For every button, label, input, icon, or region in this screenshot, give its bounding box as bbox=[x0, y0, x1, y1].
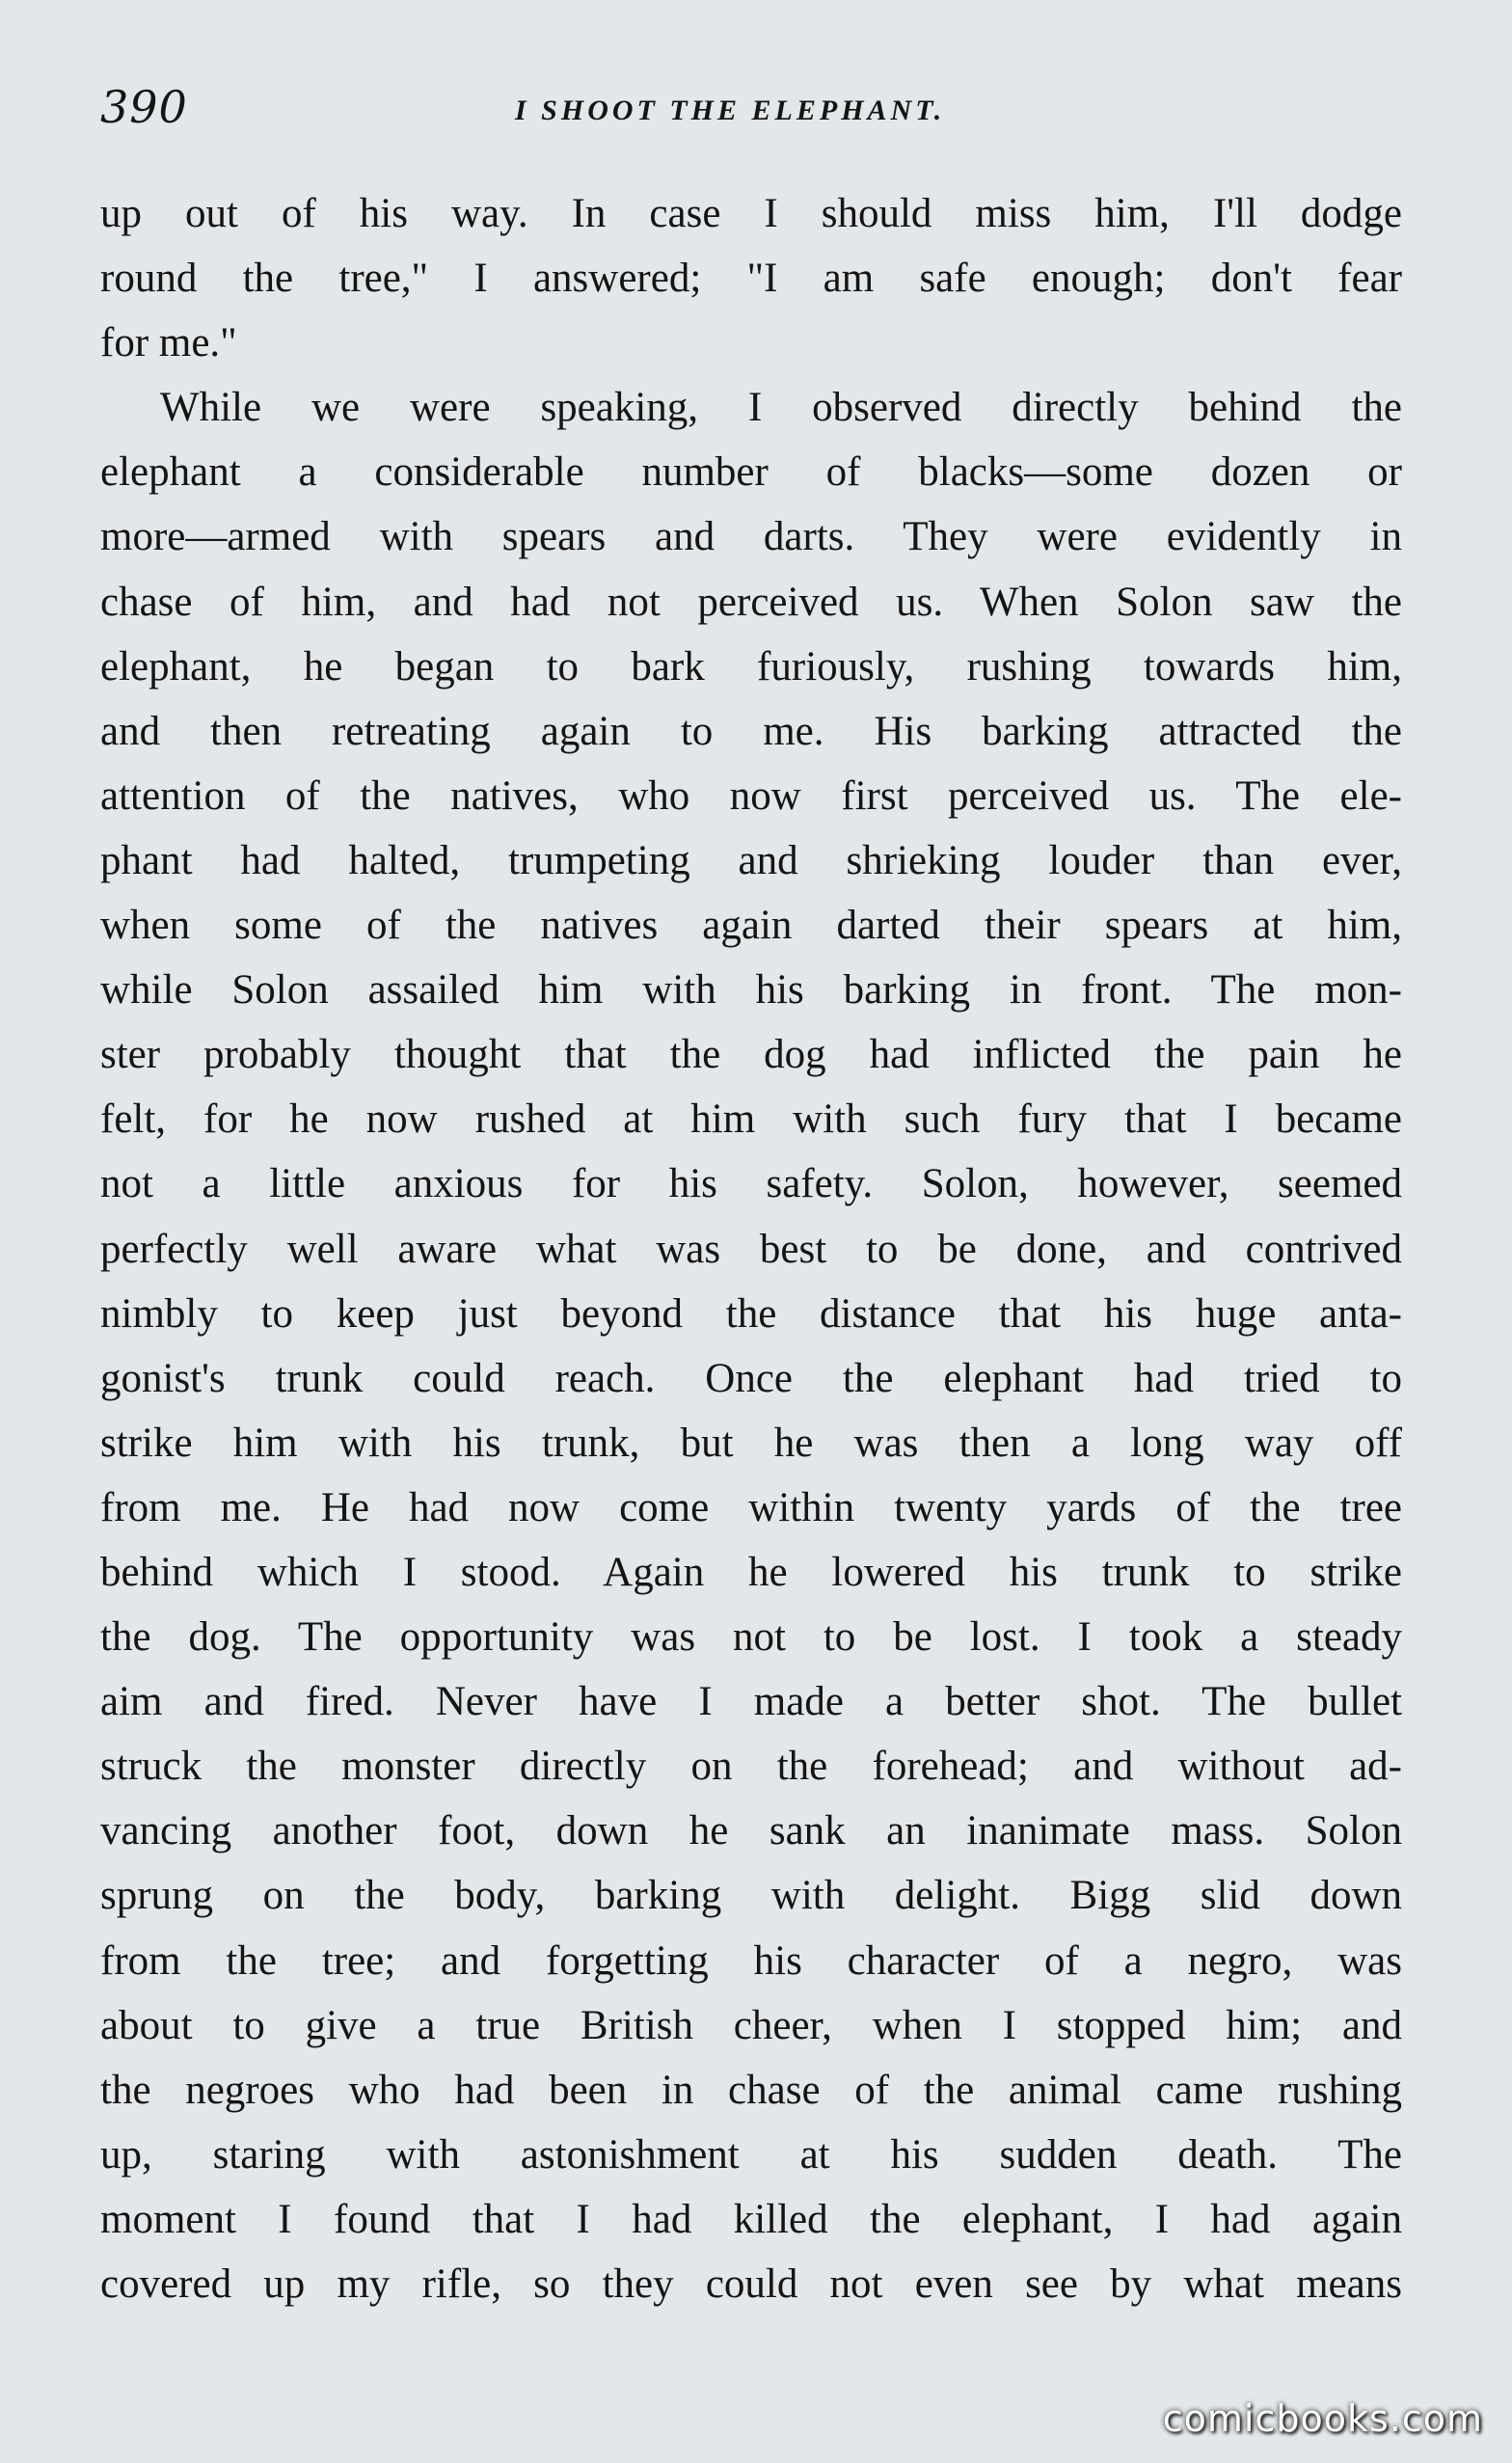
text-line: aim and fired. Never have I made a better shot. The bullet bbox=[100, 1679, 1402, 1725]
text-line: sprung on the body, barking with delight. Bigg slid down bbox=[100, 1873, 1402, 1919]
text-line: the negroes who had been in chase of the animal came rushing bbox=[100, 2067, 1402, 2113]
text-line: perfectly well aware what was best to be done, and contrived bbox=[100, 1226, 1402, 1272]
text-line: the dog. The opportunity was not to be lost. I took a steady bbox=[100, 1614, 1402, 1661]
text-line: ster probably thought that the dog had inflicted the pain he bbox=[100, 1032, 1402, 1078]
text-line: for me." bbox=[100, 320, 237, 366]
text-line: and then retreating again to me. His barking attracted the bbox=[100, 708, 1402, 754]
text-line: phant had halted, trumpeting and shrieking louder than ever, bbox=[100, 837, 1402, 883]
running-head bbox=[100, 81, 1402, 149]
text-line: chase of him, and had not perceived us. When Solon saw the bbox=[100, 579, 1402, 625]
text-line: vancing another foot, down he sank an inanimate mass. Solon bbox=[100, 1808, 1402, 1854]
text-line: from the tree; and forgetting his character of a negro, was bbox=[100, 1937, 1402, 1984]
text-line: felt, for he now rushed at him with such fury that I became bbox=[100, 1096, 1402, 1143]
text-line: round the tree," I answered; "I am safe enough; don't fear bbox=[100, 256, 1402, 302]
text-line: more—armed with spears and darts. They were evidently in bbox=[100, 514, 1402, 560]
text-line: moment I found that I had killed the elephant, I had again bbox=[100, 2196, 1402, 2242]
text-line: elephant a considerable number of blacks—some dozen or bbox=[100, 449, 1402, 496]
text-line: about to give a true British cheer, when I stopped him; and bbox=[100, 2002, 1402, 2048]
text-line: While we were speaking, I observed directly behind the bbox=[160, 385, 1402, 431]
text-line: strike him with his trunk, but he was then a long way off bbox=[100, 1420, 1402, 1466]
watermark: comicbooks.com bbox=[1162, 2397, 1483, 2440]
text-line: covered up my rifle, so they could not even see by what means bbox=[100, 2261, 1402, 2307]
text-line: nimbly to keep just beyond the distance that his huge anta- bbox=[100, 1290, 1402, 1337]
text-line: attention of the natives, who now first perceived us. The ele- bbox=[100, 772, 1402, 819]
text-line: up out of his way. In case I should miss him, I'll dodge bbox=[100, 191, 1402, 236]
text-line: when some of the natives again darted their spears at him, bbox=[100, 903, 1402, 949]
text-line: gonist's trunk could reach. Once the elephant had tried to bbox=[100, 1355, 1402, 1401]
page-number: 390 bbox=[100, 81, 188, 133]
body-text bbox=[100, 181, 1402, 2316]
text-line: from me. He had now come within twenty yards of the tree bbox=[100, 1484, 1402, 1530]
text-line: behind which I stood. Again he lowered his trunk to strike bbox=[100, 1549, 1402, 1595]
text-line: while Solon assailed him with his barking in front. The mon- bbox=[100, 967, 1402, 1014]
text-line: up, staring with astonishment at his sudden death. The bbox=[100, 2131, 1402, 2178]
text-line: not a little anxious for his safety. Solon, however, seemed bbox=[100, 1161, 1402, 1207]
text-line: struck the monster directly on the forehead; and without ad- bbox=[100, 1744, 1402, 1790]
text-line: elephant, he began to bark furiously, rushing towards him, bbox=[100, 643, 1402, 690]
running-title: I SHOOT THE ELEPHANT. bbox=[515, 95, 946, 126]
